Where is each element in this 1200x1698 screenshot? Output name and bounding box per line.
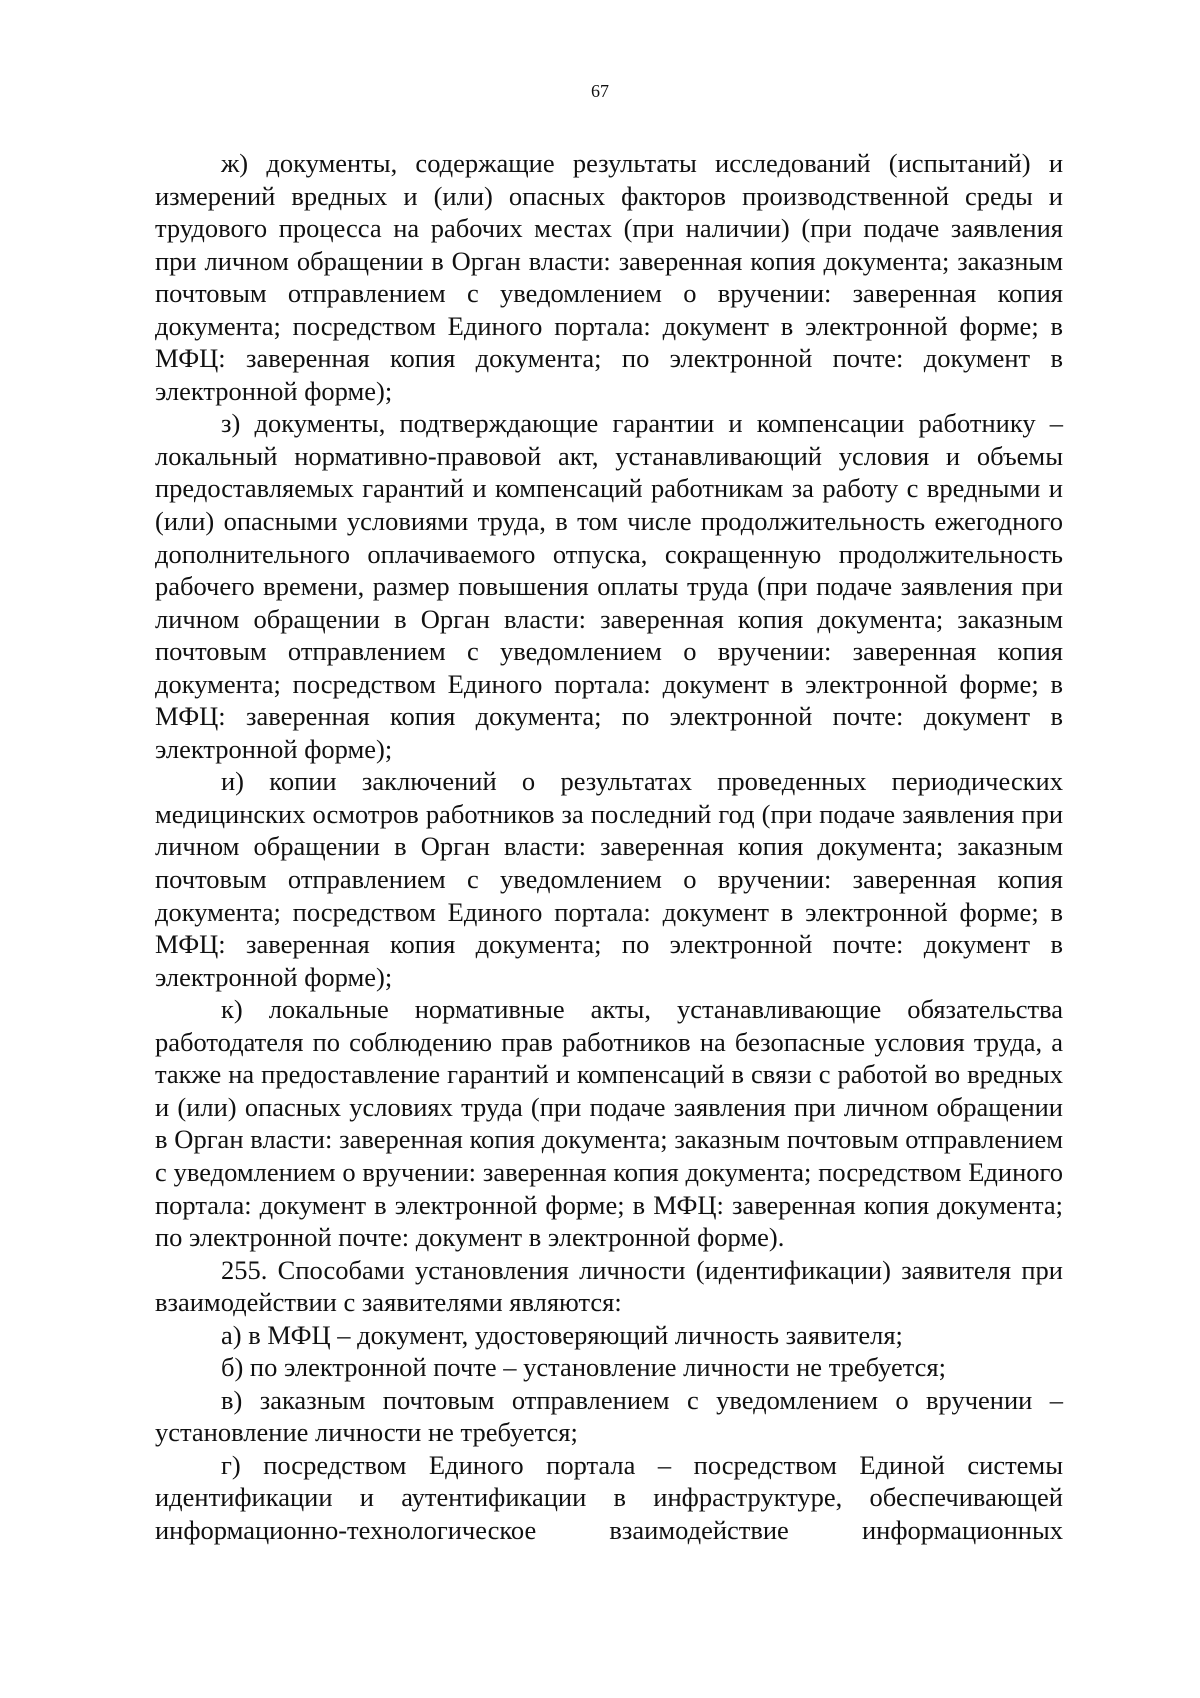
document-body (155, 147, 1063, 1547)
paragraph-z: з) документы, подтверждающие гарантии и компенсации работнику – локальный нормативно-правовой акт, устанавливающий условия и объемы предоставляемых гарантий и компенсаций работникам за работу с вредными и (или) опасными условиями труда, в том числе продолжительность ежегодного дополнительного оплачиваемого отпуска, сокращенную продолжительность рабочего времени, размер повышения оплаты труда (при подаче заявления при личном обращении в Орган власти: заверенная копия документа; заказным почтовым отправлением с уведомлением о вручении: заверенная копия документа; посредством Единого портала: документ в электронной форме; в МФЦ: заверенная копия документа; по электронной почте: документ в электронной форме); (155, 408, 1063, 764)
paragraph-zh: ж) документы, содержащие результаты исследований (испытаний) и измерений вредных и (или) опасных факторов производственной среды и трудового процесса на рабочих местах (при наличии) (при подаче заявления при личном обращении в Орган власти: заверенная копия документа; заказным почтовым отправлением с уведомлением о вручении: заверенная копия документа; посредством Единого портала: документ в электронной форме; в МФЦ: заверенная копия документа; по электронной почте: документ в электронной форме); (155, 148, 1063, 406)
paragraph-i: и) копии заключений о результатах проведенных периодических медицинских осмотров работников за последний год (при подаче заявления при личном обращении в Орган власти: заверенная копия документа; заказным почтовым отправлением с уведомлением о вручении: заверенная копия документа; посредством Единого портала: документ в электронной форме; в МФЦ: заверенная копия документа; по электронной почте: документ в электронной форме); (155, 766, 1063, 992)
page-number: 67 (591, 81, 609, 101)
list-item-g: г) посредством Единого портала – посредством Единой системы идентификации и аутентификации в инфраструктуре, обеспечивающей информационно-технологическое взаимодействие информационных (155, 1449, 1063, 1545)
list-item-b: б) по электронной почте – установление личности не требуется; (221, 1352, 946, 1383)
paragraph-255: 255. Способами установления личности (идентификации) заявителя при взаимодействии с заявителями являются: (155, 1254, 1063, 1318)
list-item-a: а) в МФЦ – документ, удостоверяющий личность заявителя; (221, 1319, 903, 1350)
paragraph-k: к) локальные нормативные акты, устанавливающие обязательства работодателя по соблюдению прав работников на безопасные условия труда, а также на предоставление гарантий и компенсаций в связи с работой во вредных и (или) опасных условиях труда (при подаче заявления при личном обращении в Орган власти: заверенная копия документа; заказным почтовым отправлением с уведомлением о вручении: заверенная копия документа; посредством Единого портала: документ в электронной форме; в МФЦ: заверенная копия документа; по электронной почте: документ в электронной форме). (155, 994, 1063, 1253)
list-item-v: в) заказным почтовым отправлением с уведомлением о вручении – установление личности не требуется; (155, 1384, 1063, 1448)
